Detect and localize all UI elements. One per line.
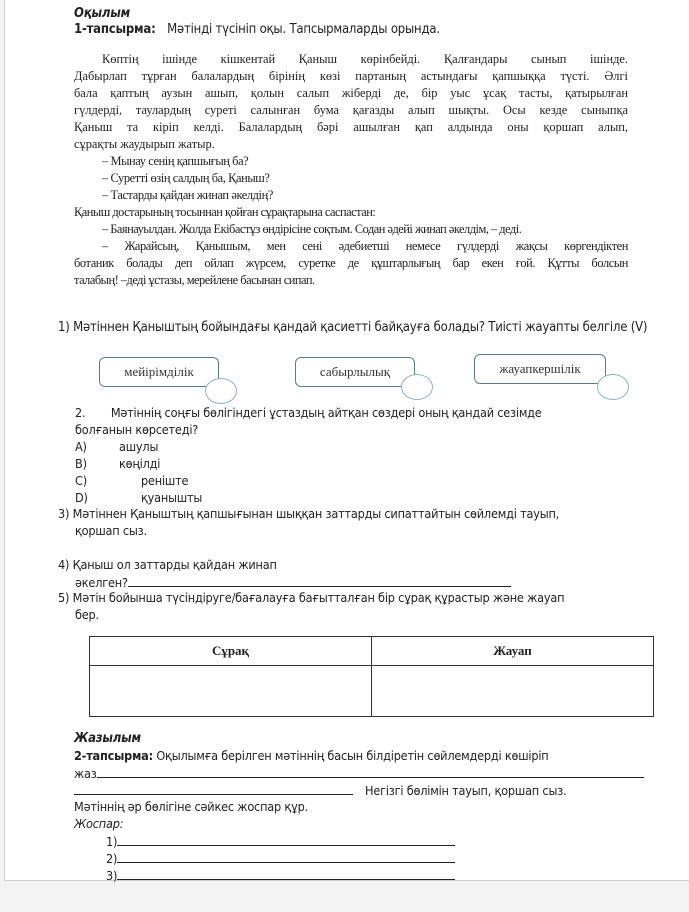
question-2-number: 2. xyxy=(75,405,86,420)
answer-blank[interactable] xyxy=(128,574,511,587)
option-label: жауапкершілік xyxy=(499,361,581,376)
plan-item-3 xyxy=(106,867,455,883)
option-label: мейірімділік xyxy=(124,364,194,379)
dialogue-line: – Мынау сенің қапшығың ба? xyxy=(102,154,249,168)
answer-blank[interactable] xyxy=(74,782,353,795)
teacher-line: – Жарайсың, Қанышым, мен сені әдебиетші немесе гүлдерді жақсы көргендіктен xyxy=(102,239,628,253)
plan-item-1 xyxy=(106,833,455,849)
dialogue-line: – Баянауылдан. Жолда Екібастұз өндірісіне соқтым. Содан әдейі жинап әкелдім, – деді. xyxy=(102,222,522,236)
option-letter: D) xyxy=(75,490,88,505)
answer-blank[interactable] xyxy=(117,833,455,846)
writing-section-title: Жазылым xyxy=(74,731,141,746)
option-letter: A) xyxy=(75,439,87,454)
question-4-text: әкелген? xyxy=(75,575,128,590)
story-line: сұрақты жаудырып жатыр. xyxy=(74,137,215,151)
worksheet-page xyxy=(4,0,689,881)
q2-option-c[interactable] xyxy=(75,473,87,488)
plan-item-number: 3) xyxy=(106,868,118,883)
task1-heading xyxy=(74,22,440,37)
option-responsibility-checkbox[interactable] xyxy=(597,374,629,400)
question-4-line1: 4) Қаныш ол заттарды қайдан жинап xyxy=(58,557,277,572)
dialogue-line: – Тастарды қайдан жинап әкелдің? xyxy=(102,188,273,202)
story-line: гүлдерді, таулардың суреті салынған бума қағазды алып шықты. Осы кезде сыныпқа xyxy=(74,103,628,117)
story-line: бала қаптың аузын ашып, қолын салып жіберді де, бір уыс ұсақ тасты, қатырылған xyxy=(74,86,628,100)
task1-instruction: Мәтінді түсініп оқы. Тапсырмаларды орында. xyxy=(167,22,440,37)
question-2-text: Мәтіннің соңғы бөлігіндегі ұстаздың айтқан сөздері оның қандай сезімде xyxy=(110,405,542,420)
answer-blank[interactable] xyxy=(117,867,455,880)
q2-option-a-text[interactable]: ашулы xyxy=(119,439,159,454)
plan-label: Жоспар: xyxy=(74,816,124,831)
q2-option-c-text[interactable]: реніште xyxy=(141,473,189,488)
question-cell[interactable] xyxy=(90,666,372,717)
question-4-line2 xyxy=(75,574,511,590)
option-patience-checkbox[interactable] xyxy=(401,374,433,400)
teacher-line: ботаник болады деп ойлап жүрсем, суретке де құштарлығың бар екен ғой. Құтты болсын xyxy=(74,256,628,270)
answer-blank[interactable] xyxy=(117,850,455,863)
q2-option-b-text[interactable]: көңілді xyxy=(119,456,161,471)
line-prefix: жаз xyxy=(74,766,97,781)
answer-blank[interactable] xyxy=(97,765,644,778)
task2-instruction: Оқылымға берілген мәтіннің басын білдіретін сөйлемдерді көшіріп xyxy=(156,748,549,763)
story-line: Дабырлап тұрған балалардың бірінің көзі партаның астындағы қапшыққа түсті. Әлгі xyxy=(74,69,628,83)
question-2-line2: болғанын көрсетеді? xyxy=(75,422,199,437)
option-patience[interactable] xyxy=(295,357,415,387)
q2-option-d[interactable] xyxy=(75,490,88,505)
q2-option-b[interactable] xyxy=(75,456,87,471)
q2-option-d-text[interactable]: қуанышты xyxy=(141,490,203,505)
story-line: Қаныш та кіріп келді. Балалардың бәрі ашылған қап алдында оны қоршап алып, xyxy=(74,120,628,134)
table-header-question: Сұрақ xyxy=(90,637,372,666)
option-letter: C) xyxy=(75,473,87,488)
table-header-answer: Жауап xyxy=(372,637,654,666)
reading-section-title: Оқылым xyxy=(74,6,130,21)
option-letter: B) xyxy=(75,456,87,471)
plan-item-number: 1) xyxy=(106,834,118,849)
answer-cell[interactable] xyxy=(372,666,654,717)
task2-heading xyxy=(74,748,549,763)
task2-line2 xyxy=(74,782,566,798)
task2-line xyxy=(74,765,644,781)
option-kindness-checkbox[interactable] xyxy=(205,378,237,404)
main-part-instruction: Негізгі бөлімін тауып, қоршап сыз. xyxy=(365,783,567,798)
question-5-line1: 5) Мәтін бойынша түсіндіруге/бағалауға бағытталған бір сұрақ құрастыр және жауап xyxy=(58,590,565,605)
story-line: Көптің ішінде кішкентай Қаныш көрінбейді. Қалғандары сынып ішінде. xyxy=(102,52,628,66)
question-5-line2: бер. xyxy=(75,607,99,622)
question-answer-table xyxy=(89,636,654,717)
task1-label: 1-тапсырма: xyxy=(74,22,156,37)
teacher-line: талабың! –деді ұстазы, мерейлене басынан сипап. xyxy=(74,273,315,287)
plan-item-number: 2) xyxy=(106,851,118,866)
option-kindness[interactable] xyxy=(99,357,219,387)
q2-option-a[interactable] xyxy=(75,439,87,454)
plan-instruction: Мәтіннің әр бөлігіне сәйкес жоспар құр. xyxy=(74,799,308,814)
option-label: сабырлылық xyxy=(319,364,391,379)
narration-line: Қаныш достарының тосыннан қойған сұрақтарына саспастан: xyxy=(74,205,376,219)
question-3-line1: 3) Мәтіннен Қаныштың қапшығынан шыққан заттарды сипаттайтын сөйлемді тауып, xyxy=(58,506,560,521)
question-1: 1) Мәтіннен Қаныштың бойындағы қандай қасиетті байқауға болады? Тиісті жауапты белгіле (V) xyxy=(58,320,648,335)
dialogue-line: – Суретті өзің салдың ба, Қаныш? xyxy=(102,171,270,185)
task2-label: 2-тапсырма: xyxy=(74,748,153,763)
question-3-line2: қоршап сыз. xyxy=(75,523,147,538)
plan-item-2 xyxy=(106,850,455,866)
option-responsibility[interactable] xyxy=(474,354,606,384)
question-2-line1 xyxy=(75,405,542,420)
